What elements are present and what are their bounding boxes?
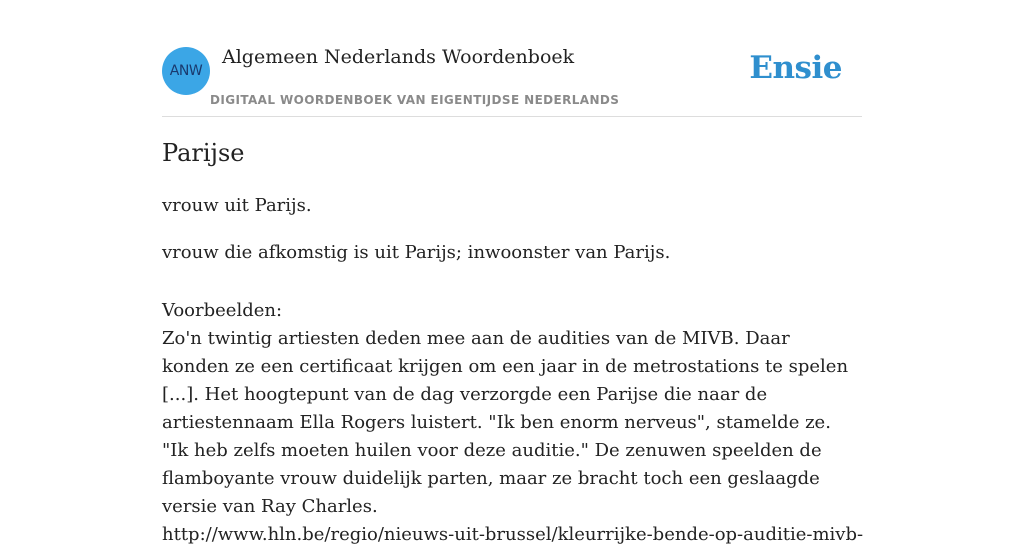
long-definition: vrouw die afkomstig is uit Parijs; inwoonster van Parijs. [162,242,671,263]
site-header [162,0,862,117]
short-definition: vrouw uit Parijs. [162,195,312,216]
page-container [162,0,864,545]
example-text: Zo'n twintig artiesten deden mee aan de audities van de MIVB. Daar konden ze een certificaat krijgen om een jaar in de metrostations te spelen [...]. Het hoogtepunt van de dag verzorgde een Parijse die naar de artiestennaam Ella Rogers luistert. "Ik ben enorm nerveus", stamelde ze. "Ik heb zelfs moeten huilen voor deze auditie." De zenuwen speelden de flamboyante vrouw duidelijk parten, maar ze bracht toch een geslaagde versie van Ray Charles. [162,328,849,517]
examples-label: Voorbeelden: [162,300,283,321]
example-source-link[interactable]: http://www.hln.be/regio/nieuws-uit-brussel/kleurrijke-bende-op-auditie-mivb- [162,524,864,545]
ensie-brand-link[interactable]: Ensie [749,50,842,86]
site-title[interactable]: Algemeen Nederlands Woordenboek [222,46,575,68]
site-subtitle: DIGITAAL WOORDENBOEK VAN EIGENTIJDSE NEDERLANDS [210,93,620,107]
anw-logo[interactable]: ANW [162,47,210,95]
examples-section [162,297,862,549]
page-title: Parijse [162,139,245,167]
